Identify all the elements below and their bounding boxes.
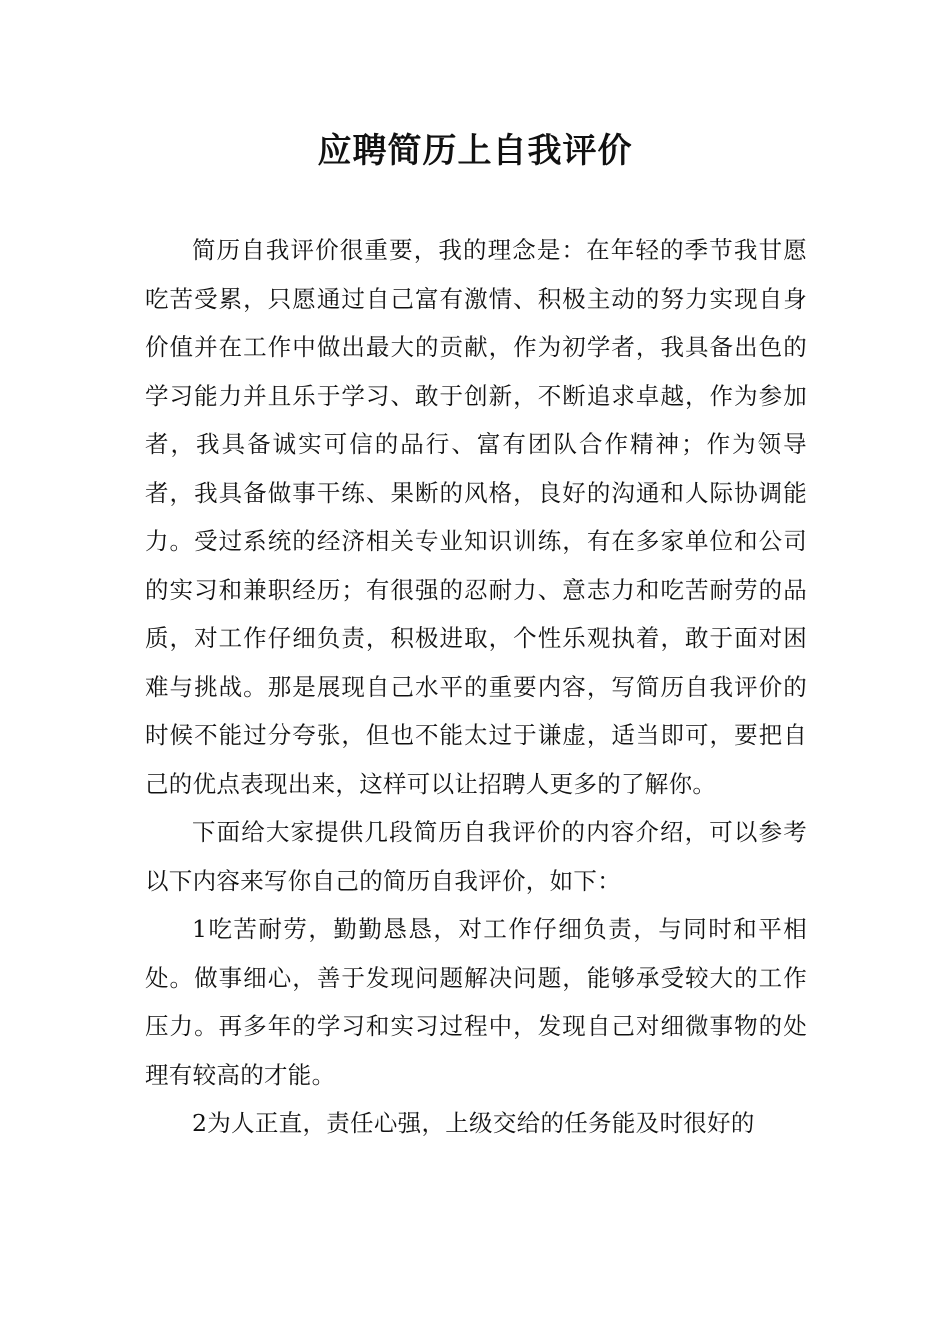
document-body [145,226,807,1148]
paragraph-example-2: 2为人正直，责任心强，上级交给的任务能及时很好的 [192,1109,755,1137]
paragraph-lead-in: 下面给大家提供几段简历自我评价的内容介绍，可以参考以下内容来写你自己的简历自我评价，如下： [145,818,807,895]
document-title: 应聘简历上自我评价 [317,131,633,171]
paragraph-intro: 简历自我评价很重要，我的理念是：在年轻的季节我甘愿吃苦受累，只愿通过自己富有激情、积极主动的努力实现自身价值并在工作中做出最大的贡献，作为初学者，我具备出色的学习能力并且乐于学习、敢于创新，不断追求卓越，作为参加者，我具备诚实可信的品行、富有团队合作精神；作为领导者，我具备做事干练、果断的风格，良好的沟通和人际协调能力。受过系统的经济相关专业知识训练，有在多家单位和公司的实习和兼职经历；有很强的忍耐力、意志力和吃苦耐劳的品质，对工作仔细负责，积极进取，个性乐观执着，敢于面对困难与挑战。那是展现自己水平的重要内容，写简历自我评价的时候不能过分夸张，但也不能太过于谦虚，适当即可，要把自己的优点表现出来，这样可以让招聘人更多的了解你。 [145,236,807,798]
paragraph-example-1: 1吃苦耐劳，勤勤恳恳，对工作仔细负责，与同时和平相处。做事细心，善于发现问题解决问题，能够承受较大的工作压力。再多年的学习和实习过程中，发现自己对细微事物的处理有较高的才能。 [145,915,807,1089]
